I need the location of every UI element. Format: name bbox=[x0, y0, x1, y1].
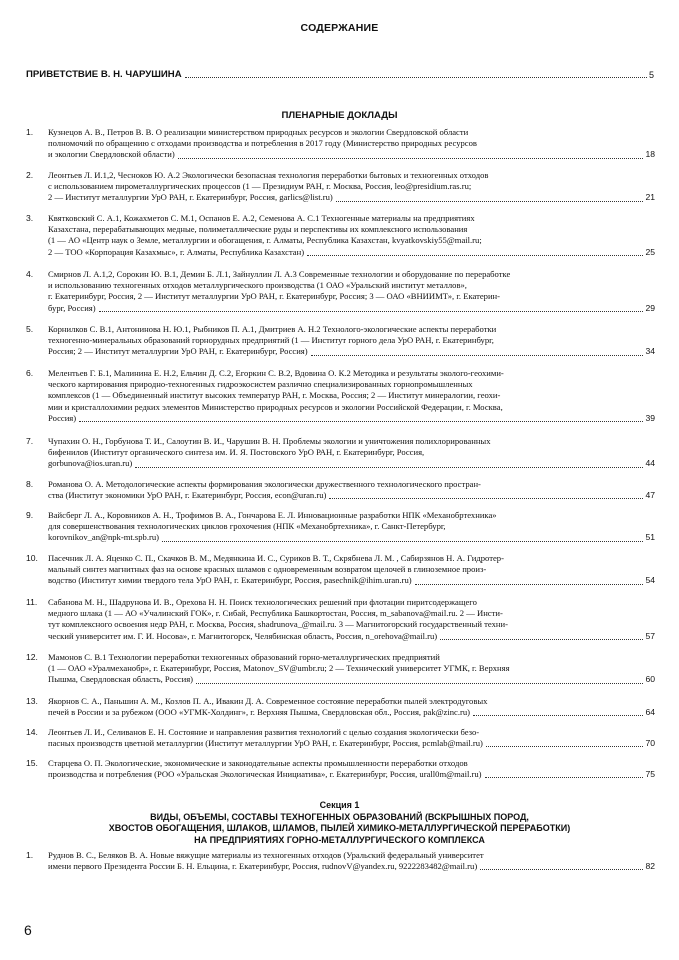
entry-text bbox=[48, 510, 655, 544]
entry-text bbox=[48, 324, 655, 358]
entry-line bbox=[48, 324, 655, 335]
section-label: Секция 1 bbox=[319, 800, 360, 810]
entry-line bbox=[48, 458, 655, 469]
entry-line-text: Леонтьев Л. И.1,2, Чесноков Ю. А.2 Экологически безопасная технология переработки бытовых и техногенных отходов bbox=[48, 170, 489, 180]
toc-entry[interactable] bbox=[26, 368, 655, 424]
dot-leader bbox=[329, 498, 643, 499]
entry-line-text: тут комплексного освоения недр РАН, г. Москва, Россия, shadrunova_@mail.ru. 3 — Магнитогорский государственный техни- bbox=[48, 619, 508, 630]
entry-line-text: Пасечник Л. А. Яценко С. П., Скачков В. М., Медянкина И. С., Суриков В. Т., Скрябнева Л. М. , Сабирзянов Н. А. Гидротер- bbox=[48, 553, 504, 563]
entry-line bbox=[48, 850, 655, 861]
dot-leader bbox=[486, 746, 644, 747]
entry-line bbox=[48, 597, 655, 608]
entry-page: 44 bbox=[645, 458, 655, 469]
entry-line-text: Вайсберг Л. А., Коровников А. Н., Трофимов В. А., Гончарова Е. Л. Инновационные разработки НПК «Механобртехника» bbox=[48, 510, 497, 520]
toc-entry[interactable] bbox=[26, 652, 655, 686]
toc-entry[interactable] bbox=[26, 597, 655, 642]
entry-number: 7. bbox=[26, 436, 34, 446]
entry-line-text: Леонтьев Л. И., Селиванов Е. Н. Состояние и направления развития технологий с целью создания экологически безо- bbox=[48, 727, 480, 737]
toc-entry[interactable] bbox=[26, 696, 655, 718]
toc-entry[interactable] bbox=[26, 553, 655, 587]
entry-line-text: Россия) bbox=[48, 412, 77, 423]
entry-line-text: г. Екатеринбург, Россия, 2 — Институт металлургии УрО РАН, г. Екатеринбург, Россия; 3 — ОАО «ВНИИМТ», г. Екатерин- bbox=[48, 291, 501, 302]
entry-line-text: korovnikov_an@npk-mt.spb.ru) bbox=[48, 532, 160, 543]
entry-line bbox=[48, 149, 655, 160]
dot-leader bbox=[480, 869, 643, 870]
entry-page: 25 bbox=[645, 246, 655, 257]
entry-line-text: печей в России и за рубежом (ООО «УГМК-Холдинг», г. Верхняя Пышма, Свердловская обл., Россия, pak@zinc.ru) bbox=[48, 707, 471, 718]
dot-leader bbox=[178, 158, 644, 159]
section-heading-block bbox=[0, 800, 679, 846]
toc-entry[interactable] bbox=[26, 758, 655, 780]
entry-page: 18 bbox=[645, 149, 655, 160]
entry-line bbox=[48, 510, 655, 521]
entry-line bbox=[48, 138, 655, 149]
entry-text bbox=[48, 553, 655, 587]
dot-leader bbox=[79, 421, 643, 422]
entry-line-text: комплексов (1 — Объединенный институт высоких температур РАН, г. Москва, Россия; 2 — Институт минералогии, геохи- bbox=[48, 390, 501, 401]
entry-number: 1. bbox=[26, 127, 34, 137]
entry-line bbox=[48, 619, 655, 630]
entry-line-text: ческий университет им. Г. И. Носова», г. Магнитогорск, Челябинская область, Россия, n_orehova@mail.ru) bbox=[48, 630, 438, 641]
entry-line bbox=[48, 280, 655, 291]
page-number: 6 bbox=[24, 922, 32, 938]
greeting-title: ПРИВЕТСТВИЕ В. Н. ЧАРУШИНА bbox=[26, 69, 182, 80]
dot-leader bbox=[485, 777, 644, 778]
entry-line-text: (1 — ОАО «Уралмеханобр», г. Екатеринбург, Россия, Matonov_SV@umbr.ru; 2 — Технический университет УГМК, г. Верхняя bbox=[48, 663, 510, 674]
entry-line bbox=[48, 192, 655, 203]
dot-leader bbox=[185, 76, 647, 78]
entry-line bbox=[48, 758, 655, 769]
entry-line-text: для совершенствования технологических циклов грохочения (НПК «Механобртехника», г. Санкт-Петербург, bbox=[48, 521, 446, 532]
entry-text bbox=[48, 850, 655, 872]
entry-line bbox=[48, 291, 655, 302]
dot-leader bbox=[135, 467, 643, 468]
dot-leader bbox=[440, 639, 643, 640]
entry-number: 8. bbox=[26, 479, 34, 489]
entry-line-text: ческого картирования природно-техногенных гидроэкосистем различно специализированных горнопромышленных bbox=[48, 379, 473, 390]
toc-entry[interactable] bbox=[26, 213, 655, 258]
entry-text bbox=[48, 597, 655, 642]
entry-line bbox=[48, 235, 655, 246]
entry-line bbox=[48, 575, 655, 586]
entry-line bbox=[48, 861, 655, 872]
page-title: СОДЕРЖАНИЕ bbox=[300, 22, 379, 34]
entry-line bbox=[48, 447, 655, 458]
entry-line bbox=[48, 707, 655, 718]
entry-page: 60 bbox=[645, 674, 655, 685]
entry-line-text: с использованием пирометаллургических процессов (1 — Президиум РАН, г. Москва, Россия, leo@presidium.ras.ru; bbox=[48, 181, 472, 192]
dot-leader bbox=[307, 255, 643, 256]
entry-line-text: Якорнов С. А., Паньшин А. М., Козлов П. А., Ивакин Д. А. Современное состояние переработки пылей электродуговых bbox=[48, 696, 488, 706]
entry-line-text: Смирнов Л. А.1,2, Сорокин Ю. В.1, Демин Б. Л.1, Зайнуллин Л. А.3 Современные технологии и оборудование по переработке bbox=[48, 269, 511, 279]
entry-line-text: бифенилов (Институт органического синтеза им. И. Я. Постовского УрО РАН, г. Екатеринбург, Россия, bbox=[48, 447, 425, 458]
entry-line-text: и экологии Свердловской области) bbox=[48, 149, 175, 160]
dot-leader bbox=[336, 201, 644, 202]
toc-entry[interactable] bbox=[26, 727, 655, 749]
entry-page: 34 bbox=[645, 346, 655, 357]
entry-page: 21 bbox=[645, 192, 655, 203]
entry-line bbox=[48, 521, 655, 532]
entry-line bbox=[48, 127, 655, 138]
entry-number: 15. bbox=[26, 758, 38, 768]
entry-line-text: Корнилков С. В.1, Антонинова Н. Ю.1, Рыбников П. А.1, Дмитриев А. Н.2 Технолого-экологические аспекты переработки bbox=[48, 324, 497, 334]
entry-number: 2. bbox=[26, 170, 34, 180]
entry-text bbox=[48, 436, 655, 470]
entry-text bbox=[48, 479, 655, 501]
section-title-line: ВИДЫ, ОБЪЕМЫ, СОСТАВЫ ТЕХНОГЕННЫХ ОБРАЗОВАНИЙ (ВСКРЫШНЫХ ПОРОД, bbox=[150, 811, 529, 822]
entry-line bbox=[48, 436, 655, 447]
entry-line-text: техногенно-минеральных образований горнорудных предприятий (1 — Институт горного дела УрО РАН, г. Екатеринбург, bbox=[48, 335, 494, 346]
entry-text bbox=[48, 213, 655, 258]
entry-line bbox=[48, 738, 655, 749]
toc-entry[interactable] bbox=[26, 510, 655, 544]
entry-text bbox=[48, 652, 655, 686]
section-title-line: НА ПРЕДПРИЯТИЯХ ГОРНО-МЕТАЛЛУРГИЧЕСКОГО КОМПЛЕКСА bbox=[194, 834, 485, 845]
entry-line-text: 2 — Институт металлургии УрО РАН, г. Екатеринбург, Россия, garlics@list.ru) bbox=[48, 192, 333, 203]
entry-line bbox=[48, 727, 655, 738]
entry-line bbox=[48, 213, 655, 224]
toc-greeting[interactable] bbox=[26, 69, 654, 81]
entry-line-text: Мамонов С. В.1 Технологии переработки техногенных образований горно-металлургических предприятий bbox=[48, 652, 440, 662]
entry-line bbox=[48, 553, 655, 564]
entry-line bbox=[48, 224, 655, 235]
entry-line-text: пасных производств цветной металлургии (Институт металлургии УрО РАН, г. Екатеринбург, Россия, pcmlab@mail.ru) bbox=[48, 738, 483, 749]
entry-line-text: (1 — АО «Центр наук о Земле, металлургии и обогащения, г. Алматы, Республика Казахстан, kvyatkovskiy55@mail.ru; bbox=[48, 235, 482, 246]
entry-line bbox=[48, 696, 655, 707]
entry-line bbox=[48, 402, 655, 413]
entry-number: 5. bbox=[26, 324, 34, 334]
entry-text bbox=[48, 269, 655, 314]
entry-number: 9. bbox=[26, 510, 34, 520]
entry-page: 51 bbox=[645, 532, 655, 543]
entry-line bbox=[48, 564, 655, 575]
entry-number: 11. bbox=[26, 597, 38, 607]
entry-line-text: Руднов В. С., Беляков В. А. Новые вяжущие материалы из техногенных отходов (Уральский федеральный университет bbox=[48, 850, 484, 860]
entry-line bbox=[48, 674, 655, 685]
entry-line bbox=[48, 631, 655, 642]
toc-entry[interactable] bbox=[26, 269, 655, 314]
entry-line-text: Сабанова М. Н., Шадрунова И. В., Орехова Н. Н. Поиск технологических решений при флотации пиритсодержащего bbox=[48, 597, 477, 607]
entry-line-text: водство (Институт химии твердого тела УрО РАН, г. Екатеринбург, Россия, pasechnik@ihim.uran.ru) bbox=[48, 575, 412, 586]
entry-line-text: бург, Россия) bbox=[48, 302, 96, 313]
entry-text bbox=[48, 727, 655, 749]
toc-entry[interactable] bbox=[26, 127, 655, 161]
dot-leader bbox=[473, 715, 643, 716]
entry-page: 75 bbox=[645, 769, 655, 780]
entry-line-text: производства и потребления (РОО «Уральская Экологическая Инициатива», г. Екатеринбург, Россия, urall0m@mail.ru) bbox=[48, 769, 482, 780]
entry-page: 82 bbox=[645, 861, 655, 872]
entry-page: 70 bbox=[645, 738, 655, 749]
entry-line bbox=[48, 769, 655, 780]
entry-page: 39 bbox=[645, 412, 655, 423]
entry-line-text: Пышма, Свердловская область, Россия) bbox=[48, 674, 194, 685]
greeting-page: 5 bbox=[648, 70, 654, 80]
entry-line bbox=[48, 413, 655, 424]
entry-line-text: Россия; 2 — Институт металлургии УрО РАН, г. Екатеринбург, Россия) bbox=[48, 346, 308, 357]
entry-line bbox=[48, 490, 655, 501]
dot-leader bbox=[415, 584, 644, 585]
entry-line-text: 2 — ТОО «Корпорация Казахмыс», г. Алматы, Республика Казахстан) bbox=[48, 246, 305, 257]
entry-number: 12. bbox=[26, 652, 38, 662]
entry-line-text: полномочий по обращению с отходами производства и потребления в 2017 году (Министерство природных ресурсов bbox=[48, 138, 477, 149]
entry-line-text: и использованию техногенных отходов металлургического производства (1 ОАО «Уральский институт металлов», bbox=[48, 280, 467, 291]
entry-line-text: Мелентьев Г. Б.1, Малинина Е. Н.2, Ельчин Д. С.2, Егоркин С. В.2, Вдовина О. К.2 Методика и результаты эколого-геохими- bbox=[48, 368, 504, 378]
entry-page: 29 bbox=[645, 302, 655, 313]
entry-number: 1. bbox=[26, 850, 34, 860]
entry-line bbox=[48, 269, 655, 280]
toc-entry[interactable] bbox=[26, 170, 655, 204]
dot-leader bbox=[99, 311, 644, 312]
entry-page: 57 bbox=[645, 630, 655, 641]
dot-leader bbox=[311, 355, 644, 356]
entry-line bbox=[48, 247, 655, 258]
entry-line-text: Чупахин О. Н., Горбунова Т. И., Салоутин В. И., Чарушин В. Н. Проблемы экологии и уничтожения полихлорированных bbox=[48, 436, 491, 446]
entry-number: 4. bbox=[26, 269, 34, 279]
entry-line-text: Романова О. А. Методологические аспекты формирования экологически дружественного технологического простран- bbox=[48, 479, 481, 489]
entry-text bbox=[48, 127, 655, 161]
entry-number: 14. bbox=[26, 727, 38, 737]
entry-page: 54 bbox=[645, 575, 655, 586]
dot-leader bbox=[162, 541, 643, 542]
entry-line bbox=[48, 181, 655, 192]
entry-line bbox=[48, 479, 655, 490]
entry-line bbox=[48, 368, 655, 379]
entry-line-text: Старцева О. П. Экологические, экономические и законодательные аспекты промышленности переработки отходов bbox=[48, 758, 468, 768]
entry-line bbox=[48, 303, 655, 314]
entry-line bbox=[48, 652, 655, 663]
entry-text bbox=[48, 368, 655, 424]
entry-number: 3. bbox=[26, 213, 34, 223]
entry-line bbox=[48, 390, 655, 401]
plenary-heading: ПЛЕНАРНЫЕ ДОКЛАДЫ bbox=[281, 110, 398, 121]
entry-number: 10. bbox=[26, 553, 38, 563]
entry-line bbox=[48, 663, 655, 674]
entry-line-text: мии и кристаллохимии редких элементов Министерство природных ресурсов и экологии Российской Федерации, г. Москва, bbox=[48, 401, 503, 412]
toc-entry[interactable] bbox=[26, 850, 655, 872]
entry-number: 13. bbox=[26, 696, 38, 706]
entry-line bbox=[48, 379, 655, 390]
entry-page: 64 bbox=[645, 707, 655, 718]
entry-line-text: имени первого Президента России Б. Н. Ельцина, г. Екатеринбург, Россия, rudnovV@yandex.ru, 9222283482@mail.ru) bbox=[48, 861, 478, 872]
entry-text bbox=[48, 758, 655, 780]
toc-entry[interactable] bbox=[26, 436, 655, 470]
entry-line bbox=[48, 170, 655, 181]
entry-line bbox=[48, 346, 655, 357]
entry-number: 6. bbox=[26, 368, 34, 378]
toc-entry[interactable] bbox=[26, 324, 655, 358]
entry-line-text: Казахстана, перерабатывающих медные, полиметаллические руды и перспективы их комплексного использования bbox=[48, 224, 468, 235]
entry-text bbox=[48, 170, 655, 204]
entry-line-text: gorbunova@ios.uran.ru) bbox=[48, 458, 133, 469]
entry-text bbox=[48, 696, 655, 718]
entry-line bbox=[48, 608, 655, 619]
entry-line-text: Кузнецов А. В., Петров В. В. О реализации министерством природных ресурсов и экологии Свердловской области bbox=[48, 127, 469, 137]
entry-line-text: мальный синтез магнитных фаз на основе красных шламов с одновременным возвратом щелочей в глиноземное произ- bbox=[48, 564, 487, 575]
entry-line-text: ства (Институт экономики УрО РАН, г. Екатеринбург, Россия, econ@uran.ru) bbox=[48, 490, 327, 501]
entry-line bbox=[48, 532, 655, 543]
entry-line-text: медного шлака (1 — АО «Учалинский ГОК», г. Сибай, Республика Башкортостан, Россия, m_sabanova@mail.ru. 2 — Инсти- bbox=[48, 608, 503, 619]
entry-page: 47 bbox=[645, 490, 655, 501]
entry-line-text: Квятковский С. А.1, Кожахметов С. М.1, Оспанов Е. А.2, Семенова А. С.1 Техногенные материалы на предприятиях bbox=[48, 213, 475, 223]
toc-entry[interactable] bbox=[26, 479, 655, 501]
entry-line bbox=[48, 335, 655, 346]
section-title-line: ХВОСТОВ ОБОГАЩЕНИЯ, ШЛАКОВ, ШЛАМОВ, ПЫЛЕЙ ХИМИКО-МЕТАЛЛУРГИЧЕСКОЙ ПЕРЕРАБОТКИ) bbox=[108, 823, 571, 833]
dot-leader bbox=[196, 683, 643, 684]
